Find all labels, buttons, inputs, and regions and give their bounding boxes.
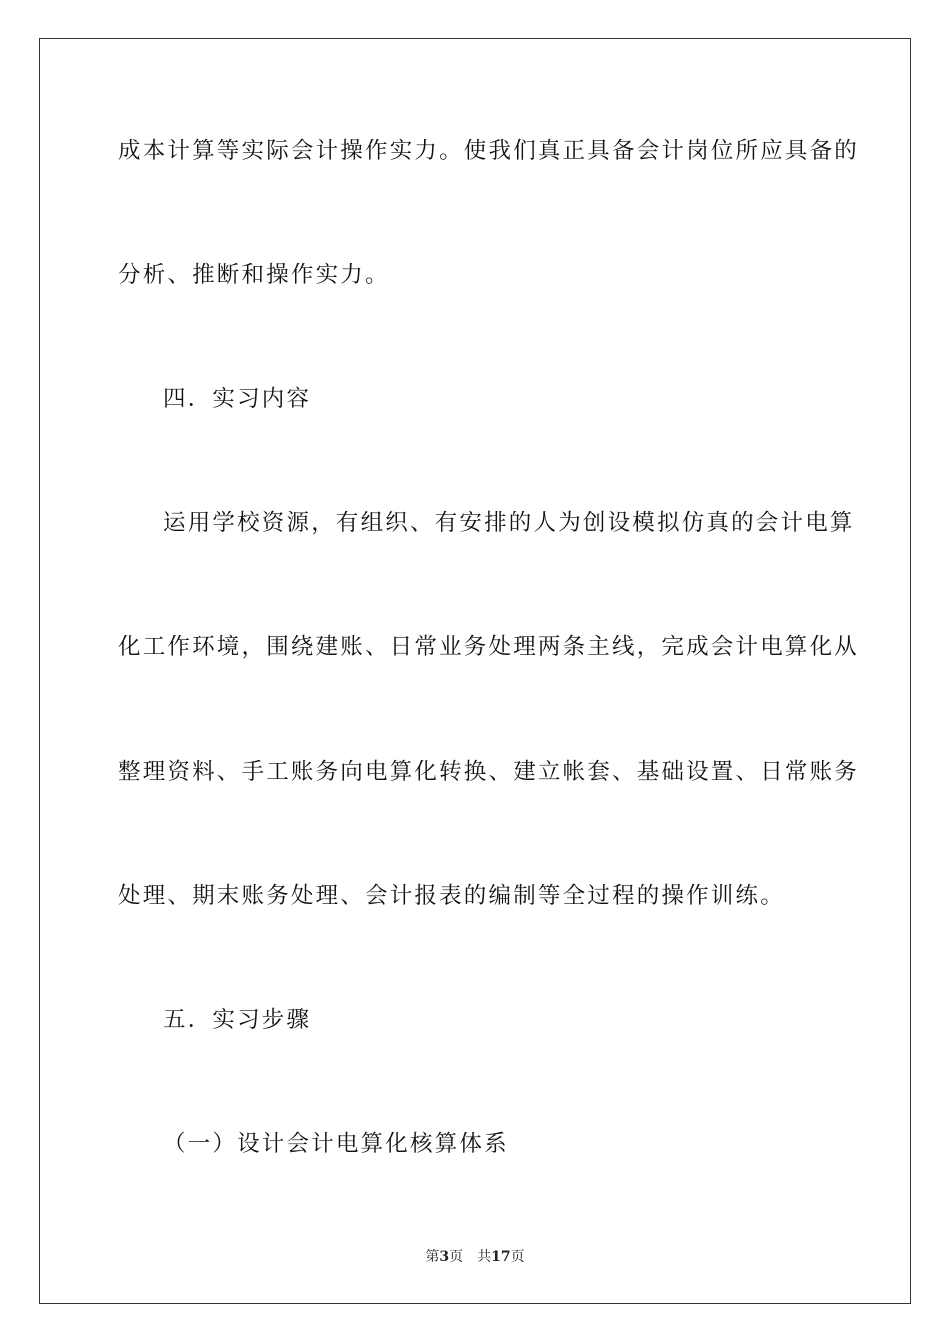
paragraph-line: 化工作环境，围绕建账、日常业务处理两条主线，完成会计电算化从 xyxy=(118,634,860,660)
page-current: 3 xyxy=(439,1249,450,1265)
paragraph-line: 处理、期末账务处理、会计报表的编制等全过程的操作训练。 xyxy=(118,883,785,909)
total-suffix: 页 xyxy=(510,1249,525,1265)
section-heading-4: 四．实习内容 xyxy=(163,386,312,412)
paragraph-line: 整理资料、手工账务向电算化转换、建立帐套、基础设置、日常账务 xyxy=(118,759,860,785)
page-prefix: 第 xyxy=(425,1249,440,1265)
page-footer xyxy=(0,1248,950,1266)
page-border xyxy=(39,38,911,1304)
paragraph-line: 分析、推断和操作实力。 xyxy=(118,262,390,288)
subsection-heading: （一）设计会计电算化核算体系 xyxy=(163,1131,509,1157)
total-prefix: 共 xyxy=(477,1249,492,1265)
page-total: 17 xyxy=(491,1249,511,1265)
paragraph-line: 成本计算等实际会计操作实力。使我们真正具备会计岗位所应具备的 xyxy=(118,138,860,164)
section-heading-5: 五．实习步骤 xyxy=(163,1007,312,1033)
page-suffix: 页 xyxy=(449,1249,464,1265)
paragraph-line: 运用学校资源，有组织、有安排的人为创设模拟仿真的会计电算 xyxy=(163,510,855,536)
